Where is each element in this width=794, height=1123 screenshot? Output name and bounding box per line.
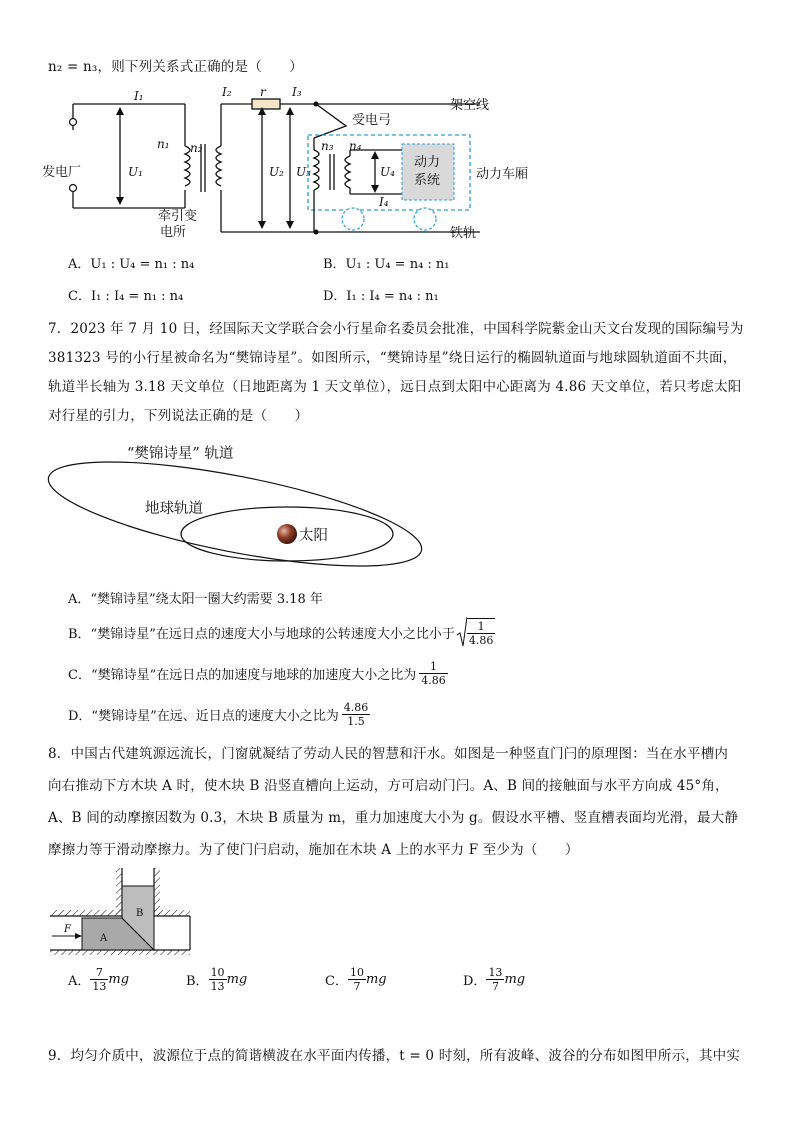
q7-option-b-sqrt bbox=[457, 616, 496, 648]
label-rail: 铁轨 bbox=[450, 226, 477, 241]
q7-option-a: A．“樊锦诗星”绕太阳一圈大约需要 3.18 年 bbox=[68, 592, 323, 607]
q7-stem-line-1: 7．2023 年 7 月 10 日，经国际天文学联合会小行星命名委员会批准，中国科学院紫金山天文台发现的国际编号为 bbox=[48, 321, 744, 337]
q8-option-a-label: A． bbox=[68, 974, 91, 989]
label-U2: U₂ bbox=[269, 165, 284, 179]
q8-option-b-label: B． bbox=[186, 974, 209, 989]
q8-option-d bbox=[463, 966, 525, 993]
label-sun: 太阳 bbox=[299, 528, 328, 544]
q8-option-d-label: D． bbox=[463, 974, 487, 989]
label-U1: U₁ bbox=[128, 165, 143, 179]
q8-option-c bbox=[325, 966, 387, 993]
label-U3: U₃ bbox=[296, 165, 311, 179]
label-U4: U₄ bbox=[380, 165, 395, 179]
q8-option-a bbox=[68, 966, 129, 993]
label-I2: I₂ bbox=[222, 85, 232, 99]
q7-option-b-num: 1 bbox=[467, 620, 496, 634]
q6-option-b: B．U₁ : U₄ = n₄ : n₁ bbox=[323, 257, 450, 272]
q8-option-a-num: 7 bbox=[90, 966, 108, 980]
q6-option-a: A．U₁ : U₄ = n₁ : n₄ bbox=[68, 257, 195, 272]
label-r: r bbox=[260, 85, 266, 99]
label-n4: n₄ bbox=[349, 139, 362, 153]
label-asteroid-orbit: “樊锦诗星” 轨道 bbox=[127, 446, 234, 462]
label-block-b: B bbox=[136, 908, 144, 919]
q7-option-b-text: B．“樊锦诗星”在远日点的速度大小与地球的公转速度大小之比小于 bbox=[68, 626, 455, 642]
label-I3: I₃ bbox=[292, 85, 302, 99]
q8-option-b-num: 10 bbox=[210, 966, 225, 979]
q8-stem-line-2: 向右推动下方木块 A 时，使木块 B 沿竖直槽向上运动，方可启动门闩。A、B 间的接触面与水平方向成 45°角， bbox=[48, 778, 729, 794]
q7-option-d-num: 4.86 bbox=[343, 700, 369, 714]
q7-stem-line-4: 对行星的引力，下列说法正确的是（ ） bbox=[48, 408, 309, 424]
q8-option-d-unit: mg bbox=[504, 972, 526, 987]
label-I4: I₄ bbox=[379, 195, 389, 209]
q6-circuit-figure bbox=[40, 80, 560, 245]
q8-stem-line-3: A、B 间的动摩擦因数为 0.3，木块 B 质量为 m，重力加速度大小为 g。假设水平槽、竖直槽表面均光滑，最大静 bbox=[48, 810, 739, 826]
q8-option-a-den: 13 bbox=[92, 980, 107, 993]
q8-option-a-unit: mg bbox=[108, 972, 130, 987]
label-system-1: 动力 bbox=[414, 155, 441, 170]
q8-option-d-num: 13 bbox=[488, 966, 503, 979]
label-I1: I₁ bbox=[134, 89, 144, 103]
q7-option-b-den: 4.86 bbox=[468, 633, 494, 647]
q8-option-c-num: 10 bbox=[349, 966, 364, 979]
label-n3: n₃ bbox=[321, 139, 334, 153]
q7-option-d bbox=[68, 697, 370, 731]
q6-option-d: D．I₁ : I₄ = n₄ : n₁ bbox=[323, 289, 439, 304]
label-power-plant: 发电厂 bbox=[42, 165, 82, 180]
q6-option-c: C．I₁ : I₄ = n₁ : n₄ bbox=[68, 289, 184, 304]
label-earth-orbit: 地球轨道 bbox=[145, 501, 203, 517]
label-substation-1: 牵引变 bbox=[158, 209, 198, 224]
label-system-2: 系统 bbox=[414, 173, 441, 188]
q8-option-b-den: 13 bbox=[210, 980, 225, 993]
q8-option-d-den: 7 bbox=[491, 980, 499, 993]
q7-option-c bbox=[68, 656, 448, 690]
q8-option-c-unit: mg bbox=[365, 972, 387, 987]
q8-stem-line-4: 摩擦力等于滑动摩擦力。为了使门闩启动，施加在木块 A 上的水平力 F 至少为（ ） bbox=[48, 842, 579, 858]
label-substation-2: 电所 bbox=[160, 225, 187, 240]
q7-option-c-num: 1 bbox=[419, 660, 448, 674]
q7-option-c-den: 4.86 bbox=[421, 673, 446, 687]
q8-latch-figure bbox=[44, 866, 204, 956]
sqrt-icon bbox=[457, 616, 467, 648]
q8-option-b bbox=[186, 966, 247, 993]
q7-option-d-den: 1.5 bbox=[347, 714, 365, 728]
label-n1: n₁ bbox=[157, 137, 170, 151]
label-car: 动力车厢 bbox=[476, 167, 529, 182]
q7-option-b bbox=[68, 615, 495, 649]
q8-option-c-den: 7 bbox=[353, 980, 361, 993]
q7-orbit-figure bbox=[45, 438, 445, 578]
q7-option-d-text: D．“樊锦诗星”在远、近日点的速度大小之比为 bbox=[68, 708, 339, 724]
q8-option-c-label: C． bbox=[325, 974, 348, 989]
q8-stem-line-1: 8．中国古代建筑源远流长，门窗就凝结了劳动人民的智慧和汗水。如图是一种竖直门闩的原理图：当在水平槽内 bbox=[48, 746, 729, 762]
q7-stem-line-3: 轨道半长轴为 3.18 天文单位（日地距离为 1 天文单位），远日点到太阳中心距离为 4.86 天文单位，若只考虑太阳 bbox=[48, 379, 742, 395]
q6-stem: n₂ = n₃，则下列关系式正确的是（ ） bbox=[48, 59, 304, 75]
label-block-a: A bbox=[100, 933, 108, 944]
q8-option-b-unit: mg bbox=[226, 972, 248, 987]
q7-option-c-text: C．“樊锦诗星”在远日点的加速度与地球的加速度大小之比为 bbox=[68, 667, 417, 683]
label-n2: n₂ bbox=[190, 141, 203, 155]
label-overhead-line: 架空线 bbox=[450, 98, 490, 113]
label-pantograph: 受电弓 bbox=[352, 113, 392, 128]
q7-stem-line-2: 381323 号的小行星被命名为“樊锦诗星”。如图所示，“樊锦诗星”绕日运行的椭圆轨道面与地球圆轨道面不共面， bbox=[48, 350, 737, 366]
label-force-f: F bbox=[64, 924, 71, 935]
q9-stem-line-1: 9．均匀介质中，波源位于点的简谐横波在水平面内传播，t = 0 时刻，所有波峰、波谷的分布如图甲所示，其中实 bbox=[48, 1048, 741, 1064]
sun-icon bbox=[277, 524, 297, 544]
